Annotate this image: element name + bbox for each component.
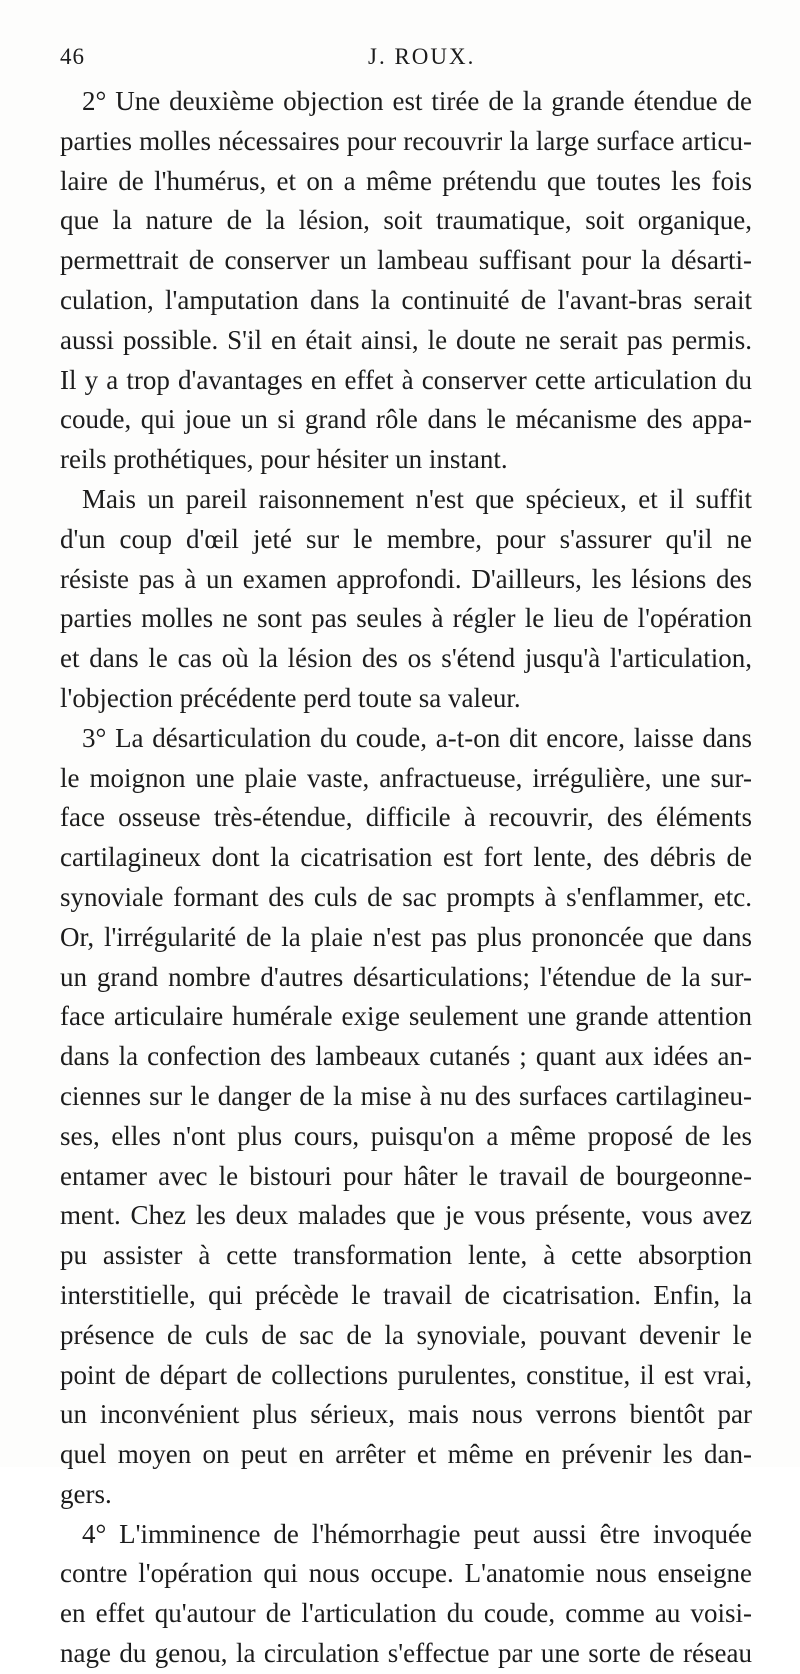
running-title: J. ROUX. — [368, 44, 476, 69]
text-line: pu assister à cette transformation lente, à cette absorption — [60, 1240, 752, 1271]
text-line: 3° La désarticulation du coude, a-t-on dit encore, laisse dans — [82, 722, 752, 753]
body-text — [60, 82, 752, 1674]
text-line: point de départ de collections purulentes, constitue, il est vrai, — [60, 1359, 752, 1390]
text-line: d'un coup d'œil jeté sur le membre, pour s'assurer qu'il ne — [60, 523, 752, 554]
text-line: résiste pas à un examen approfondi. D'ailleurs, les lésions des — [60, 563, 752, 594]
text-line: et dans le cas où la lésion des os s'étend jusqu'à l'articulation, — [60, 643, 752, 674]
running-head — [60, 44, 750, 78]
text-line: parties molles ne sont pas seules à régler le lieu de l'opération — [60, 603, 752, 634]
text-line: culation, l'amputation dans la continuité de l'avant-bras serait — [60, 284, 752, 315]
text-line: un inconvénient plus sérieux, mais nous verrons bientôt par — [60, 1399, 752, 1430]
text-line: interstitielle, qui précède le travail de cicatrisation. Enfin, la — [60, 1279, 752, 1310]
text-line: un grand nombre d'autres désarticulations; l'étendue de la sur- — [60, 961, 752, 992]
text-line: ment. Chez les deux malades que je vous présente, vous avez — [60, 1200, 752, 1231]
text-line: en effet qu'autour de l'articulation du coude, comme au voisi- — [60, 1598, 752, 1629]
text-line: reils prothétiques, pour hésiter un instant. — [60, 444, 508, 475]
text-line: face osseuse très-étendue, difficile à recouvrir, des éléments — [60, 802, 752, 833]
text-line: ses, elles n'ont plus cours, puisqu'on a même proposé de les — [60, 1120, 752, 1151]
page-number: 46 — [60, 44, 85, 69]
text-line: le moignon une plaie vaste, anfractueuse, irrégulière, une sur- — [60, 762, 752, 793]
text-line: parties molles nécessaires pour recouvrir la large surface articu- — [60, 125, 752, 156]
text-line: entamer avec le bistouri pour hâter le travail de bourgeonne- — [60, 1160, 752, 1191]
text-line: aussi possible. S'il en était ainsi, le doute ne serait pas permis. — [60, 324, 752, 355]
text-line: synoviale formant des culs de sac prompts à s'enflammer, etc. — [60, 881, 752, 912]
text-line: face articulaire humérale exige seulement une grande attention — [60, 1001, 752, 1032]
text-line: coude, qui joue un si grand rôle dans le mécanisme des appa- — [60, 404, 752, 435]
text-line: permettrait de conserver un lambeau suffisant pour la désarti- — [60, 245, 752, 276]
text-line: gers. — [60, 1478, 112, 1509]
text-line: l'objection précédente perd toute sa valeur. — [60, 682, 521, 713]
text-line: ciennes sur le danger de la mise à nu des surfaces cartilagineu- — [60, 1080, 752, 1111]
text-line: Mais un pareil raisonnement n'est que spécieux, et il suffit — [82, 483, 752, 514]
text-line: cartilagineux dont la cicatrisation est fort lente, des débris de — [60, 842, 752, 873]
text-line: présence de culs de sac de la synoviale, pouvant devenir le — [60, 1319, 752, 1350]
text-line: quel moyen on peut en arrêter et même en prévenir les dan- — [60, 1439, 752, 1470]
text-line: laire de l'humérus, et on a même prétendu que toutes les fois — [60, 165, 752, 196]
text-line: dans la confection des lambeaux cutanés ; quant aux idées an- — [60, 1041, 752, 1072]
text-line: Il y a trop d'avantages en effet à conserver cette articulation du — [60, 364, 752, 395]
text-line: nage du genou, la circulation s'effectue par une sorte de réseau — [60, 1638, 752, 1669]
text-line: contre l'opération qui nous occupe. L'anatomie nous enseigne — [60, 1558, 752, 1589]
text-line: 2° Une deuxième objection est tirée de la grande étendue de — [82, 86, 752, 116]
text-line: 4° L'imminence de l'hémorrhagie peut aussi être invoquée — [82, 1518, 752, 1549]
text-line: Or, l'irrégularité de la plaie n'est pas plus prononcée que dans — [60, 921, 752, 952]
text-line: que la nature de la lésion, soit traumatique, soit organique, — [60, 205, 752, 236]
